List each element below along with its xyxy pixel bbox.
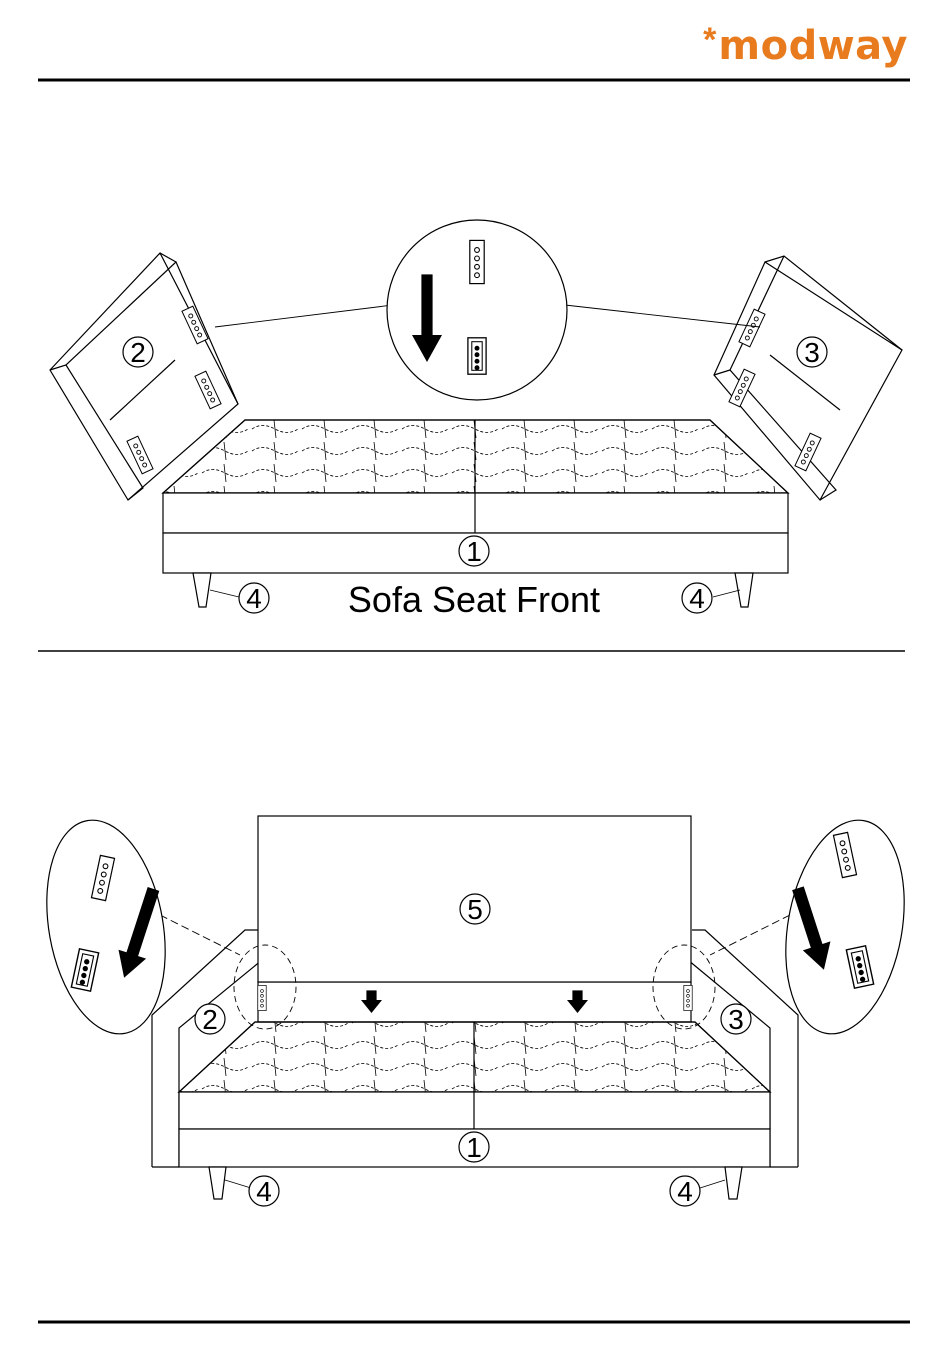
right-detail-ellipse <box>770 811 920 1044</box>
sofa-seat-front-caption: Sofa Seat Front <box>347 579 601 620</box>
svg-text:1: 1 <box>466 1132 482 1163</box>
svg-text:4: 4 <box>256 1176 272 1207</box>
brand-name: modway <box>718 23 908 69</box>
step-a-figure <box>50 220 902 620</box>
svg-text:2: 2 <box>202 1004 218 1035</box>
svg-text:2: 2 <box>130 337 146 368</box>
callout-4-right-assembled <box>670 1176 700 1207</box>
svg-text:4: 4 <box>677 1176 693 1207</box>
callout-2-assembled <box>195 1004 225 1035</box>
step-b-figure <box>31 811 920 1207</box>
svg-text:3: 3 <box>804 337 820 368</box>
svg-text:4: 4 <box>246 583 262 614</box>
callout-4-right <box>682 583 712 614</box>
sofa-seat-assembled <box>179 1022 770 1199</box>
brand-mark: * <box>703 21 717 59</box>
callout-3 <box>797 337 827 368</box>
svg-text:4: 4 <box>689 583 705 614</box>
callout-1-assembled <box>459 1132 489 1163</box>
callout-2 <box>123 337 153 368</box>
callout-3-assembled <box>721 1004 751 1035</box>
callout-1 <box>459 536 489 567</box>
callout-4-left <box>239 583 269 614</box>
svg-text:3: 3 <box>728 1004 744 1035</box>
callout-5 <box>460 894 490 925</box>
svg-text:1: 1 <box>466 536 482 567</box>
svg-text:5: 5 <box>467 894 483 925</box>
callout-4-left-assembled <box>249 1176 279 1207</box>
